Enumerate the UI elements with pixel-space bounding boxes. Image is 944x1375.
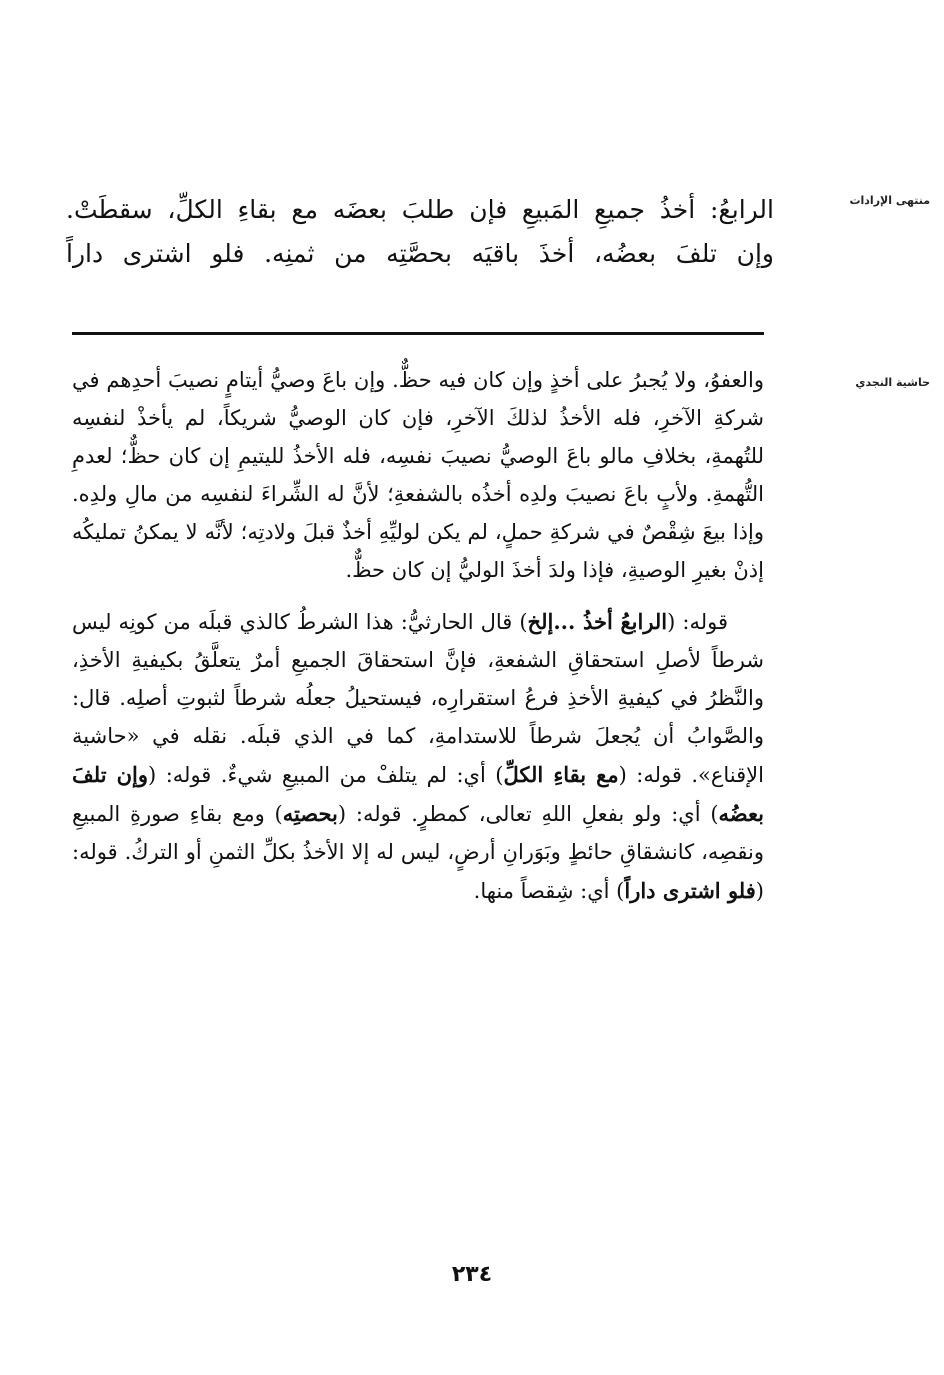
page-number: ٢٣٤ [451,1262,493,1287]
commentary-text: ) أي: ولو بفعلِ اللهِ تعالى، كمطرٍ. قوله: ( [337,801,719,826]
commentary-text: ) أي: لم يتلفْ من المبيعِ شيءٌ. قوله: ( [148,763,504,788]
commentary-text: قوله: ( [667,610,729,635]
hashiya-commentary [72,362,764,911]
matn-title-label: منتهى الإرادات [849,194,930,207]
quoted-matn: وإن تلفَ بعضُه [72,762,764,826]
commentary-paragraph [72,603,764,910]
quoted-matn: مع بقاءِ الكلِّ [503,762,619,788]
hashiya-title-label: حاشية النجدي [855,376,930,389]
commentary-text: ) قال الحارثيُّ: هذا الشرطُ كالذي قبلَه من كونِه ليس شرطاً لأصلِ استحقاقِ الشفعةِ، فإنَّ استحقاقَ الجميعِ أمرٌ يتعلَّقُ بكيفيةِ الأخذِ، والنَّظرُ في كيفيةِ الأخذِ فرعُ استقرارِه، فيستحيلُ جعلُه شرطاً لثبوتِ أصلِه. قال: والصَّوابُ أن يُجعلَ شرطاً للاستدامةِ، كما في الذي قبلَه. نقله في «حاشية الإقناع». قوله: ( [72,610,764,788]
quoted-matn: فلو اشترى داراً [624,877,756,903]
quoted-matn: بحصتِه [282,800,338,826]
commentary-paragraph: والعفوُ، ولا يُجبرُ على أخذٍ وإن كان فيه حظٌّ. وإن باعَ وصيُّ أيتامٍ نصيبَ أحدِهم في شركةِ الآخرِ، فله الأخذُ لذلكَ الآخرِ، فإن كان الوصيُّ شريكاً، لم يأخذْ لنفسِه للتُهمةِ، بخلافِ مالو باعَ الوصيُّ نصيبَ نفسِه، فله الأخذُ لليتيمِ إن كان حظٌّ؛ لعدمِ التُّهمةِ. ولأبٍ باعَ نصيبَ ولدِه أخذُه بالشفعةِ؛ لأنَّ له الشِّراءَ لنفسِه من مالِ ولدِه. وإذا بيعَ شِقْصٌ في شركةِ حملٍ، لم يكن لوليِّهِ أخذٌ قبلَ ولادتِه؛ لأنَّه لا يمكنُ تمليكُه إذنْ بغيرِ الوصيةِ، فإذا ولدَ أخذَ الوليُّ إن كان حظٌّ. [72,368,764,582]
matn-text [66,188,774,276]
matn-line: الرابعُ: أخذُ جميعِ المَبيعِ فإن طلبَ بعضَه مع بقاءِ الكلِّ، سقطَتْ. [66,195,774,224]
quoted-matn: الرابعُ أخذُ ...إلخ [527,609,668,635]
section-divider [72,332,764,335]
matn-line: وإن تلفَ بعضُه، أخذَ باقيَه بحصَّتِه من ثمنِه. فلو اشترى داراً [66,239,774,268]
commentary-text: ) أي: شِقصاً منها. [473,878,625,903]
commentary-text: ) ومع بقاءِ صورةِ المبيعِ ونقصِه، كانشقاقِ حائطٍ وبَوَرانِ أرضٍ، ليس له إلا الأخذُ بكلِّ الثمنِ أو التركُ. قوله: ( [72,801,764,903]
